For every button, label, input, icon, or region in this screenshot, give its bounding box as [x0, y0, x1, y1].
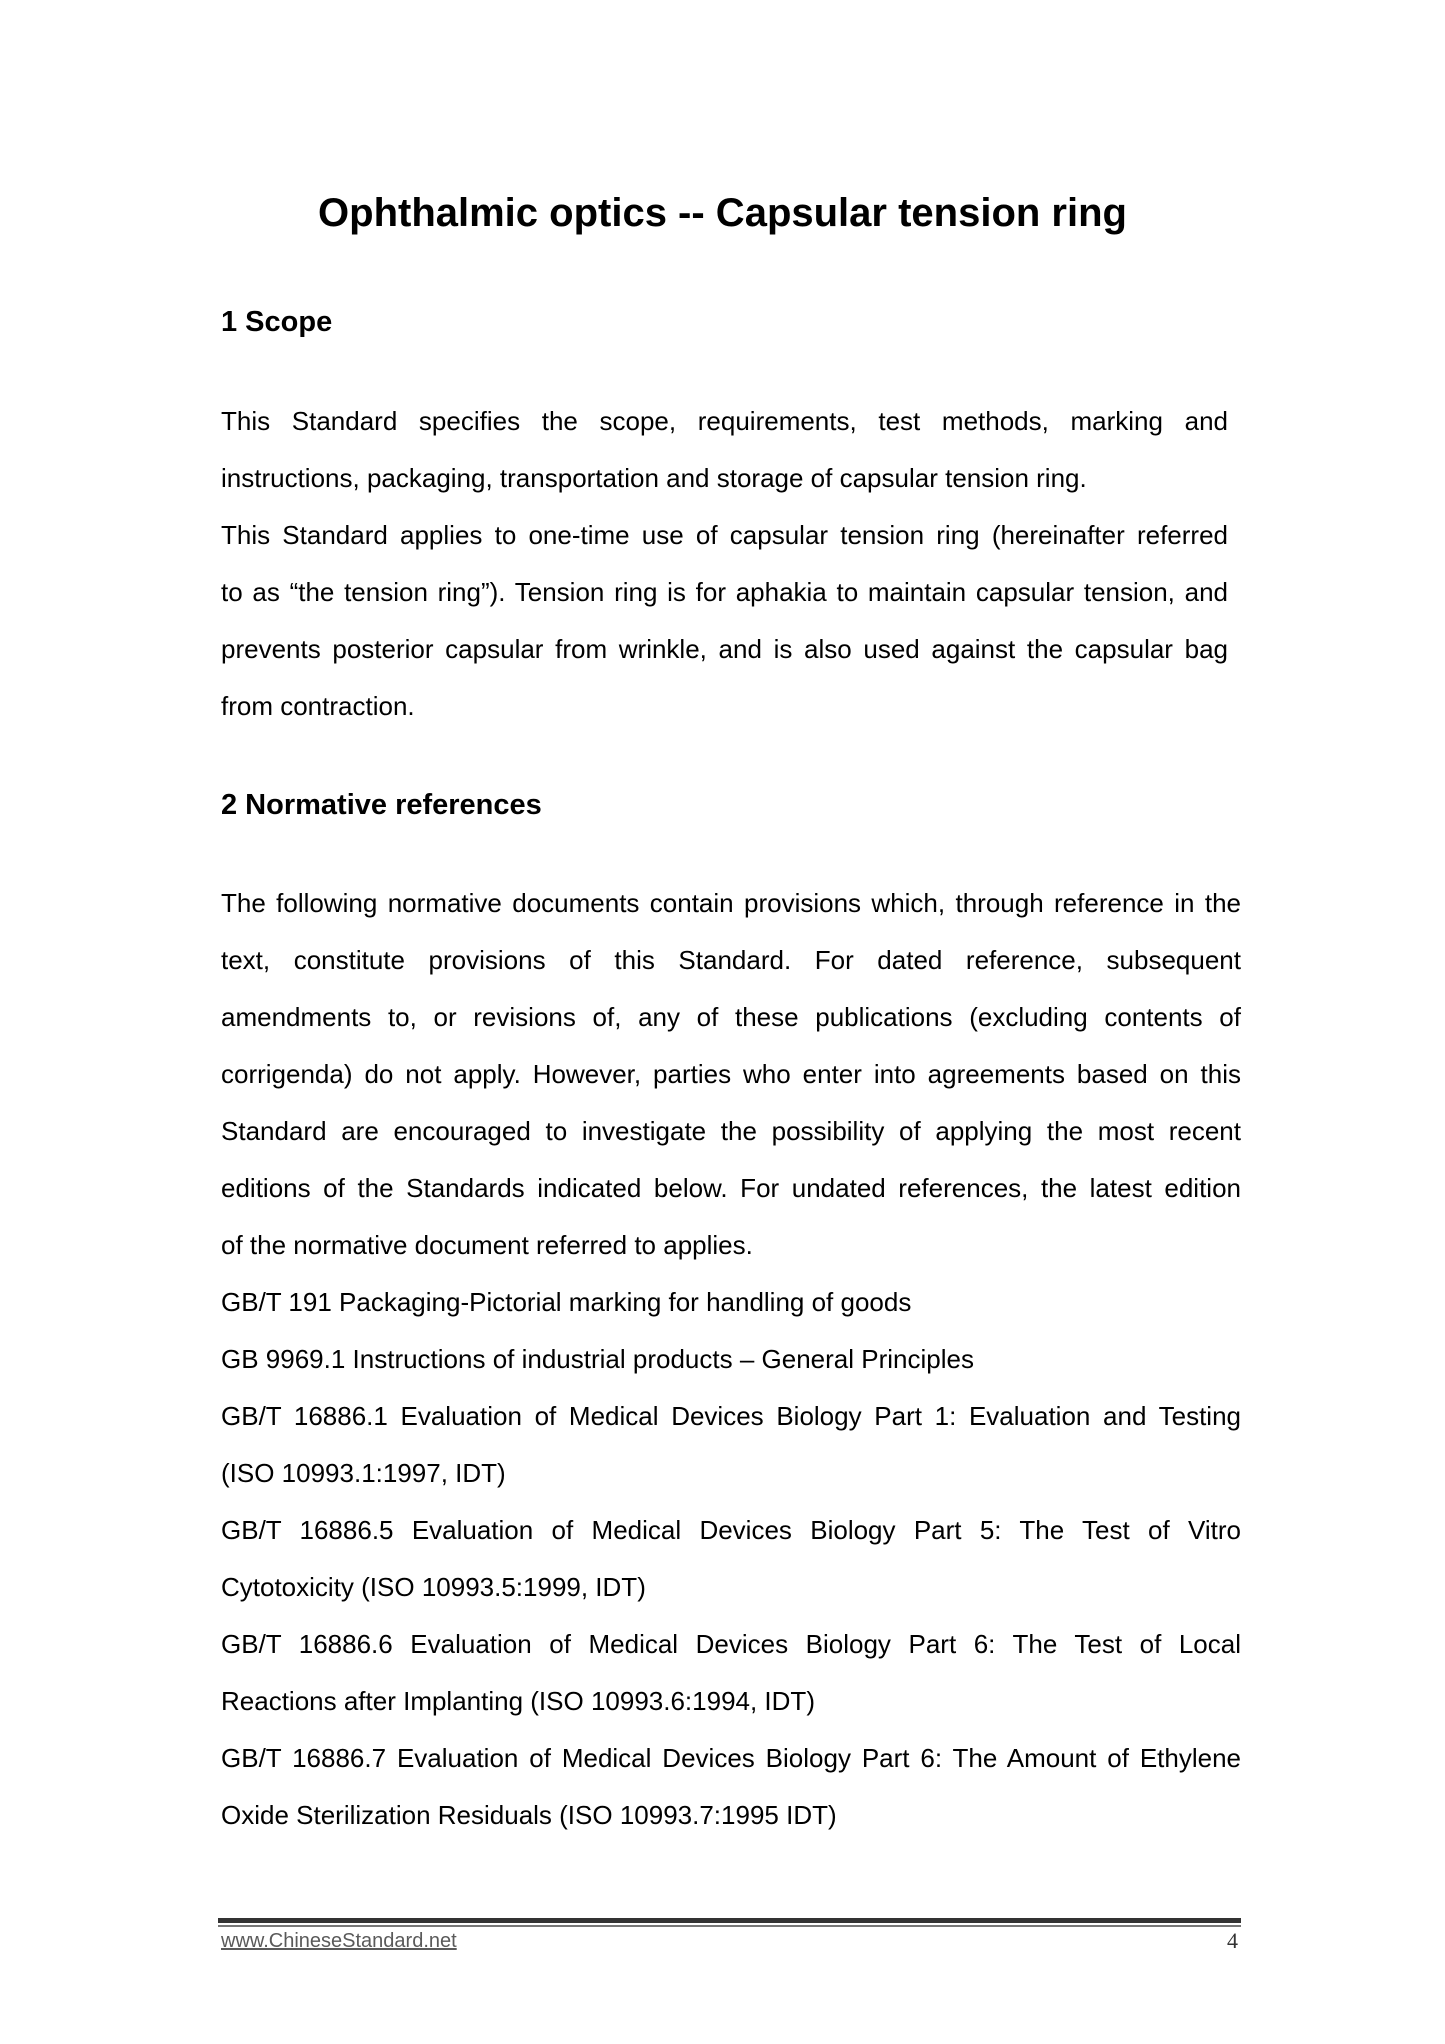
reference-item-continuation: (ISO 10993.1:1997, IDT)	[221, 1458, 506, 1488]
reference-item: GB/T 191 Packaging-Pictorial marking for handling of goods	[221, 1287, 912, 1317]
paragraph-line: Standard are encouraged to investigate the possibility of applying the most recent	[221, 1116, 1241, 1146]
reference-item: GB/T 16886.5 Evaluation of Medical Devices Biology Part 5: The Test of Vitro	[221, 1515, 1241, 1545]
paragraph-line: from contraction.	[221, 691, 415, 721]
paragraph-line: This Standard applies to one-time use of capsular tension ring (hereinafter referred	[221, 520, 1228, 550]
document-title: Ophthalmic optics -- Capsular tension ring	[318, 191, 1127, 235]
footer-website-link[interactable]: www.ChineseStandard.net	[221, 1930, 457, 1952]
reference-item-continuation: Reactions after Implanting (ISO 10993.6:1994, IDT)	[221, 1686, 815, 1716]
reference-item: GB/T 16886.7 Evaluation of Medical Devices Biology Part 6: The Amount of Ethylene	[221, 1743, 1241, 1773]
paragraph-line: prevents posterior capsular from wrinkle, and is also used against the capsular bag	[221, 634, 1228, 664]
footer-divider	[218, 1918, 1241, 1923]
section-heading-scope: 1 Scope	[221, 306, 333, 338]
reference-item: GB/T 16886.6 Evaluation of Medical Devices Biology Part 6: The Test of Local	[221, 1629, 1241, 1659]
reference-item: GB 9969.1 Instructions of industrial products – General Principles	[221, 1344, 974, 1374]
reference-item-continuation: Oxide Sterilization Residuals (ISO 10993.7:1995 IDT)	[221, 1800, 837, 1830]
page-number: 4	[1227, 1928, 1238, 1953]
reference-item-continuation: Cytotoxicity (ISO 10993.5:1999, IDT)	[221, 1572, 646, 1602]
paragraph-line: of the normative document referred to applies.	[221, 1230, 753, 1260]
reference-item: GB/T 16886.1 Evaluation of Medical Devices Biology Part 1: Evaluation and Testing	[221, 1401, 1241, 1431]
paragraph-line: to as “the tension ring”). Tension ring is for aphakia to maintain capsular tension, and	[221, 577, 1228, 607]
paragraph-line: corrigenda) do not apply. However, parties who enter into agreements based on this	[221, 1059, 1241, 1089]
paragraph-line: text, constitute provisions of this Standard. For dated reference, subsequent	[221, 945, 1241, 975]
paragraph-line: editions of the Standards indicated below. For undated references, the latest edition	[221, 1173, 1241, 1203]
paragraph-line: instructions, packaging, transportation and storage of capsular tension ring.	[221, 463, 1087, 493]
paragraph-line: The following normative documents contain provisions which, through reference in the	[221, 888, 1241, 918]
paragraph-line: amendments to, or revisions of, any of these publications (excluding contents of	[221, 1002, 1241, 1032]
section-heading-normative-references: 2 Normative references	[221, 789, 542, 821]
paragraph-line: This Standard specifies the scope, requirements, test methods, marking and	[221, 406, 1228, 436]
